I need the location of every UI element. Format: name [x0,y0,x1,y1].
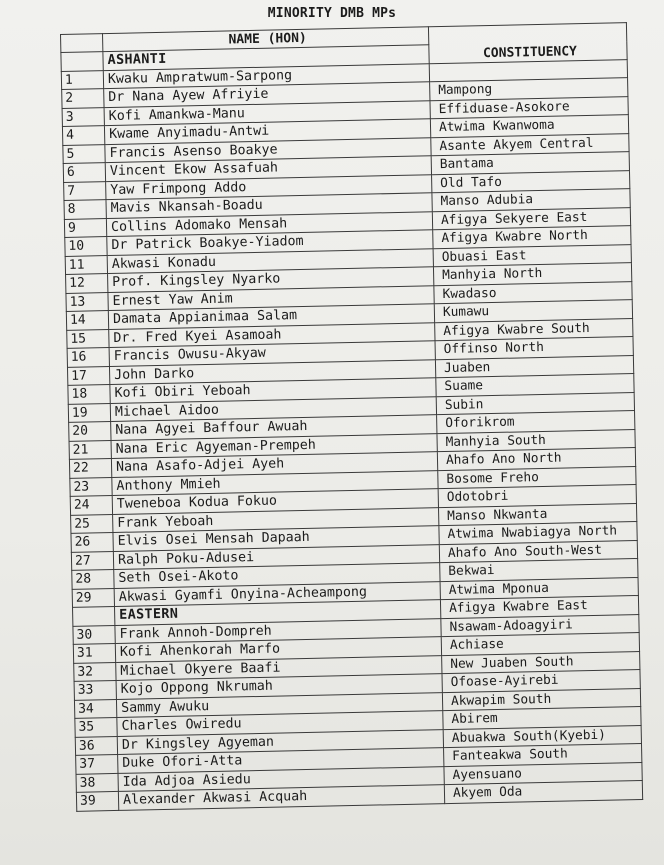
mp-name: Nana Agyei Baffour Awuah [111,415,437,440]
mp-name: Damata Appianimaa Salam [108,304,434,329]
mp-name: Elvis Osei Mensah Dapaah [113,526,439,551]
constituency: Asante Akyem Central [431,133,629,156]
row-number: 8 [64,200,106,219]
row-number: 2 [62,89,104,108]
mp-name: Kofi Ahenkorah Marfo [115,637,441,662]
region-label: ASHANTI [103,45,429,70]
mp-name: Dr. Fred Kyei Asamoah [109,322,435,347]
constituency: New Juaben South [442,651,640,674]
constituency: Old Tafo [432,170,630,193]
constituency: Manhyia South [437,429,635,452]
row-number [73,606,115,625]
constituency: Akwapim South [442,688,640,711]
row-number: 29 [72,588,114,607]
row-number: 26 [71,533,113,552]
mp-name: Frank Yeboah [113,507,439,532]
row-number: 24 [70,496,112,515]
mp-name: Francis Asenso Boakye [105,137,431,162]
mp-name: Tweneboa Kodua Fokuo [112,489,438,514]
mp-name: Collins Adomako Mensah [106,211,432,236]
constituency: Obuasi East [433,244,631,267]
constituency: Effiduase-Asokore [430,96,628,119]
mp-name: Charles Owiredu [117,711,443,736]
mp-name: Ernest Yaw Anim [108,285,434,310]
mp-name: Kofi Amankwa-Manu [104,100,430,125]
row-number: 23 [70,477,112,496]
constituency: Odotobri [438,485,636,508]
row-number: 7 [64,181,106,200]
constituency: Offinso North [435,337,633,360]
number-header [61,34,103,53]
mp-name: Michael Okyere Baafi [116,655,442,680]
constituency: Atwima Nwabiagya North [439,522,637,545]
row-number: 39 [76,791,118,810]
row-number: 20 [69,422,111,441]
constituency: Atwima Kwanwoma [430,115,628,138]
constituency: Subin [436,392,634,415]
mp-name: Dr Nana Ayew Afriyie [104,82,430,107]
mp-name: Seth Osei-Akoto [114,563,440,588]
region-number-cell [61,52,103,71]
constituency: Manso Adubia [432,189,630,212]
row-number: 30 [73,625,115,644]
mp-name: Mavis Nkansah-Boadu [106,193,432,218]
mp-name: Michael Aidoo [110,396,436,421]
mp-name: John Darko [109,359,435,384]
constituency: Achiase [441,633,639,656]
row-number: 36 [75,736,117,755]
row-number: 6 [63,163,105,182]
mp-table-wrapper [60,22,643,811]
row-number: 12 [66,274,108,293]
constituency: Ahafo Ano South-West [439,540,637,563]
table-body [61,59,642,811]
constituency: Ayensuano [444,762,642,785]
row-number: 5 [63,144,105,163]
constituency: Ahafo Ano North [437,448,635,471]
row-number: 13 [66,292,108,311]
constituency: Suame [436,374,634,397]
constituency: Abuakwa South(Kyebi) [443,725,641,748]
mp-name: Francis Owusu-Akyaw [109,341,435,366]
row-number: 35 [75,717,117,736]
constituency-header: CONSTITUENCY [428,23,627,64]
row-number: 31 [73,643,115,662]
mp-name: Nana Eric Agyeman-Prempeh [111,433,437,458]
mp-name: Yaw Frimpong Addo [106,174,432,199]
name-header: NAME (HON) [103,27,429,52]
mp-name: Kwaku Ampratwum-Sarpong [103,63,429,88]
row-number: 15 [67,329,109,348]
row-number: 37 [76,754,118,773]
row-number: 28 [72,569,114,588]
constituency: Abirem [443,706,641,729]
mp-name: Alexander Akwasi Acquah [118,785,444,810]
mp-name: Duke Ofori-Atta [118,748,444,773]
page-title: MINORITY DMB MPs [267,6,397,21]
mp-name: Vincent Ekow Assafuah [105,156,431,181]
constituency: Kwadaso [434,281,632,304]
constituency: Manso Nkwanta [438,503,636,526]
mp-name: Dr Kingsley Agyeman [117,729,443,754]
constituency: Manhyia North [433,263,631,286]
mp-name: Akwasi Gyamfi Onyina-Acheampong [114,581,440,606]
mp-name: Kwame Anyimadu-Antwi [104,119,430,144]
row-number: 27 [71,551,113,570]
row-number: 19 [68,403,110,422]
constituency: Afigya Sekyere East [432,207,630,230]
constituency: Bosome Freho [438,466,636,489]
row-number: 9 [64,218,106,237]
row-number: 1 [61,70,103,89]
row-number: 14 [66,311,108,330]
row-number: 11 [65,255,107,274]
mp-name: Akwasi Konadu [107,248,433,273]
mp-table [60,22,643,811]
row-number: 16 [67,348,109,367]
row-number: 4 [62,126,104,145]
row-number: 21 [69,440,111,459]
row-number: 17 [67,366,109,385]
mp-name: Kojo Oppong Nkrumah [116,674,442,699]
mp-name: Nana Asafo-Adjei Ayeh [111,452,437,477]
region-label: EASTERN [115,600,441,625]
constituency: Bantama [431,152,629,175]
constituency: Bekwai [440,559,638,582]
mp-name: Kofi Obiri Yeboah [110,378,436,403]
row-number: 18 [68,385,110,404]
constituency: Afigya Kwabre North [433,226,631,249]
mp-name: Frank Annoh-Dompreh [115,618,441,643]
mp-name: Prof. Kingsley Nyarko [108,267,434,292]
row-number: 38 [76,773,118,792]
constituency: Fanteakwa South [444,743,642,766]
row-number: 22 [69,459,111,478]
row-number: 33 [74,680,116,699]
mp-name: Dr Patrick Boakye-Yiadom [107,230,433,255]
constituency: Akyem Oda [444,780,642,803]
constituency: Afigya Kwabre East [440,596,638,619]
row-number: 25 [71,514,113,533]
constituency: Nsawam-Adoagyiri [441,614,639,637]
row-number: 34 [74,699,116,718]
constituency: Mampong [430,78,628,101]
mp-name: Anthony Mmieh [112,470,438,495]
constituency: Kumawu [434,300,632,323]
row-number: 32 [74,662,116,681]
constituency: Ofoase-Ayirebi [442,669,640,692]
mp-name: Sammy Awuku [116,692,442,717]
row-number: 10 [65,237,107,256]
mp-name: Ida Adjoa Asiedu [118,766,444,791]
row-number: 3 [62,107,104,126]
constituency: Atwima Mponua [440,577,638,600]
constituency: Oforikrom [437,411,635,434]
mp-name: Ralph Poku-Adusei [113,544,439,569]
constituency: Afigya Kwabre South [435,318,633,341]
constituency: Juaben [435,355,633,378]
